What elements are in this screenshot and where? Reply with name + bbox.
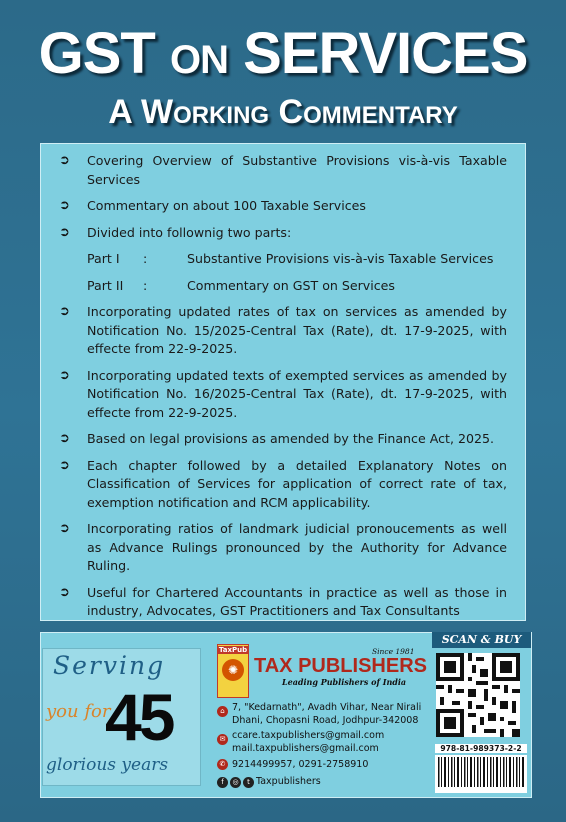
feature-item: ➲ Based on legal provisions as amended by the Finance Act, 2025.	[55, 430, 507, 449]
part-label: Part II	[87, 277, 124, 293]
facebook-icon: f	[217, 777, 228, 788]
feature-item: ➲ Incorporating updated rates of tax on services as amended by Notification No. 15/2025-Central Tax (Rate), dt. 17-9-2025, with effecte from 22-9-2025.	[59, 304, 507, 356]
logo-text: TaxPub	[218, 646, 248, 654]
part-row	[87, 277, 507, 296]
arrow-bullet-icon: ➲	[59, 153, 70, 168]
publisher-since: Since 1981	[372, 647, 415, 656]
publisher-name: TAX PUBLISHERS	[254, 655, 427, 677]
feature-item: ➲ Divided into follownig two parts:	[55, 224, 507, 243]
arrow-bullet-icon: ➲	[59, 584, 70, 600]
scan-label: SCAN & BUY	[432, 632, 531, 648]
publisher-logo	[217, 644, 249, 698]
publisher-emails: ccare.taxpublishers@gmail.com mail.taxpublishers@gmail.com	[232, 730, 385, 754]
feature-item: ➲ Commentary on about 100 Taxable Services	[55, 197, 507, 216]
feature-item: ➲ Each chapter followed by a detailed Explanatory Notes on Classification of Services for application of correct rate of tax, exemption notification and RCM applicability.	[59, 457, 507, 510]
part-separator: :	[143, 277, 148, 293]
publisher-phone: 9214499957, 0291-2758910	[232, 759, 369, 770]
arrow-bullet-icon: ➲	[59, 224, 70, 240]
part-text: Commentary on GST on Services	[187, 277, 395, 293]
arrow-bullet-icon: ➲	[59, 457, 70, 473]
badge-glorious-years: glorious years	[46, 755, 169, 775]
home-icon: ⌂	[217, 706, 228, 717]
arrow-bullet-icon: ➲	[59, 521, 70, 536]
part-label: Part I	[87, 251, 120, 266]
publisher-address: 7, "Kedarnath", Avadh Vihar, Near Nirali Dhani, Chopasni Road, Jodhpur-342008	[232, 702, 422, 726]
book-subtitle: A Working Commentary	[108, 93, 458, 131]
twitter-icon: t	[243, 777, 254, 788]
part-text: Substantive Provisions vis-à-vis Taxable Services	[187, 251, 494, 266]
feature-item: ➲ Incorporating updated texts of exempted services as amended by Notification No. 16/2025-Central Tax (Rate), dt. 17-9-2025, with effecte from 22-9-2025.	[59, 367, 507, 420]
barcode-icon	[435, 755, 527, 793]
part-separator: :	[143, 251, 148, 266]
features-list	[55, 152, 507, 629]
parts-list	[55, 250, 507, 295]
arrow-bullet-icon: ➲	[59, 304, 70, 319]
arrow-bullet-icon: ➲	[59, 198, 70, 213]
part-row	[87, 250, 507, 269]
title-gst: GST	[38, 21, 155, 86]
title-services: SERVICES	[243, 21, 528, 86]
feature-item: ➲ Incorporating ratios of landmark judicial pronoucements as well as Advance Rulings pronounced by the Authority for Advance Ruling.	[59, 521, 507, 573]
anniversary-badge	[42, 648, 201, 786]
arrow-bullet-icon: ➲	[59, 431, 70, 446]
badge-serving: Serving	[53, 651, 166, 680]
social-handle: Taxpublishers	[256, 776, 321, 787]
badge-you-for: you for	[46, 701, 111, 722]
arrow-bullet-icon: ➲	[59, 367, 70, 383]
email-icon: ✉	[217, 734, 228, 745]
isbn-number: 978-81-989373-2-2	[435, 744, 527, 753]
feature-item: ➲ Useful for Chartered Accountants in practice as well as those in industry, Advocates, GST Practitioners and Tax Consultants	[59, 584, 507, 618]
qr-code-icon[interactable]	[436, 653, 520, 737]
logo-emblem-icon: ✺	[222, 659, 244, 681]
book-title	[0, 22, 566, 92]
title-on: ON	[169, 38, 228, 82]
phone-icon: ✆	[217, 759, 228, 770]
badge-number: 45	[105, 680, 173, 754]
instagram-icon: ◎	[230, 777, 241, 788]
publisher-tagline: Leading Publishers of India	[282, 677, 407, 687]
features-panel	[40, 143, 526, 621]
feature-item: ➲ Covering Overview of Substantive Provisions vis-à-vis Taxable Services	[59, 153, 507, 187]
social-icons	[217, 777, 254, 788]
